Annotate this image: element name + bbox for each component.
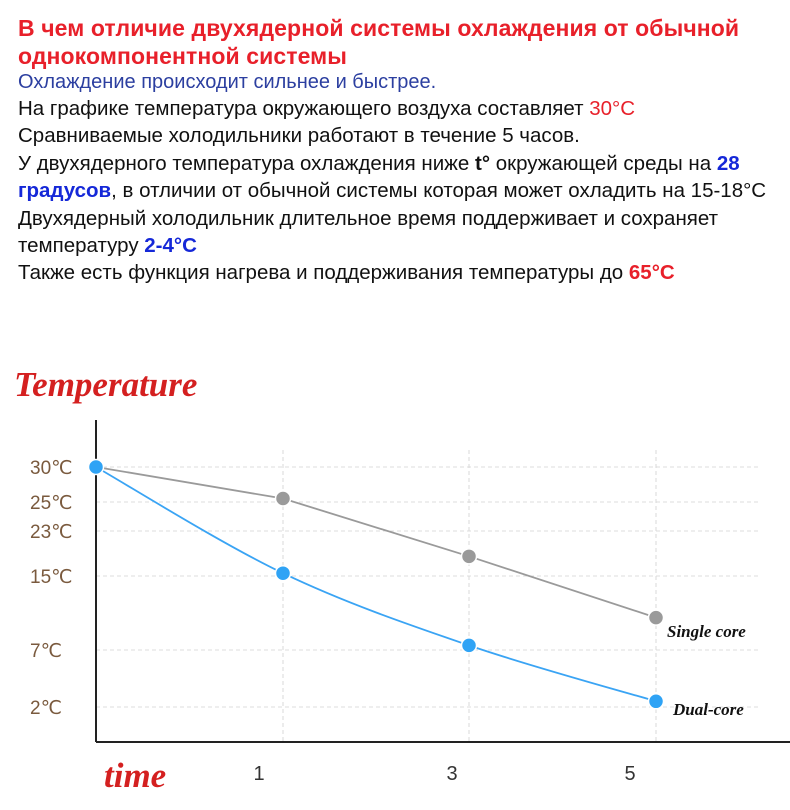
paragraph-maintain-text: Двухядерный холодильник длительное время поддерживает и сохраняет температуру: [18, 206, 718, 258]
y-tick-label: 2℃: [30, 698, 62, 719]
series-line-single-core: [96, 467, 656, 618]
paragraph-heating: [18, 259, 778, 286]
temperature-chart: [0, 360, 790, 810]
paragraph-heating-text: Также есть функция нагрева и поддерживания температуры до: [18, 261, 629, 285]
main-heading: В чем отличие двухядерной системы охлаждения от обычной однокомпонентной системы: [18, 15, 740, 69]
temperature-symbol: t°: [475, 151, 491, 175]
paragraph-maintain: [18, 205, 778, 260]
point-dual-core: [462, 638, 477, 653]
x-tick-label: 1: [253, 763, 265, 785]
paragraph-cooling-text-a: У двухядерного температура охлаждения ниже: [18, 151, 475, 175]
point-single-core: [462, 549, 477, 564]
point-dual-core: [649, 694, 664, 709]
cooling-degrees-value: 28 градусов: [18, 151, 740, 203]
x-tick-label: 3: [446, 763, 458, 785]
paragraph-ambient: [18, 95, 778, 122]
y-tick-label: 23℃: [30, 522, 73, 543]
chart-title: Temperature: [14, 365, 198, 404]
point-single-core: [649, 610, 664, 625]
legend-single-core: Single core: [667, 622, 746, 641]
point-single-core: [276, 491, 291, 506]
paragraph-cooling-text-b: окружающей среды на: [490, 151, 717, 175]
ambient-temp-value: 30°C: [589, 97, 636, 120]
y-tick-label: 25℃: [30, 493, 73, 514]
x-tick-label: 5: [624, 763, 636, 785]
y-tick-label: 7℃: [30, 641, 62, 662]
description-block: [18, 14, 778, 287]
paragraph-cooling: [18, 150, 778, 205]
point-dual-core: [276, 566, 291, 581]
point-dual-core: [89, 460, 104, 475]
subheading: Охлаждение происходит сильнее и быстрее.: [18, 71, 437, 93]
maintain-temp-value: 2-4°C: [144, 234, 197, 258]
y-tick-label: 30℃: [30, 458, 73, 479]
heating-temp-value: 65°C: [628, 261, 675, 285]
x-axis-label: time: [104, 756, 167, 795]
paragraph-ambient-text: На графике температура окружающего воздуха составляет: [18, 97, 590, 120]
paragraph-cooling-text-c: , в отличии от обычной системы которая может охладить на 15-18°C: [111, 179, 767, 203]
legend-dual-core: Dual-core: [673, 700, 744, 719]
paragraph-duration: Сравниваемые холодильники работают в течение 5 часов.: [18, 124, 580, 148]
y-tick-label: 15℃: [30, 567, 73, 588]
